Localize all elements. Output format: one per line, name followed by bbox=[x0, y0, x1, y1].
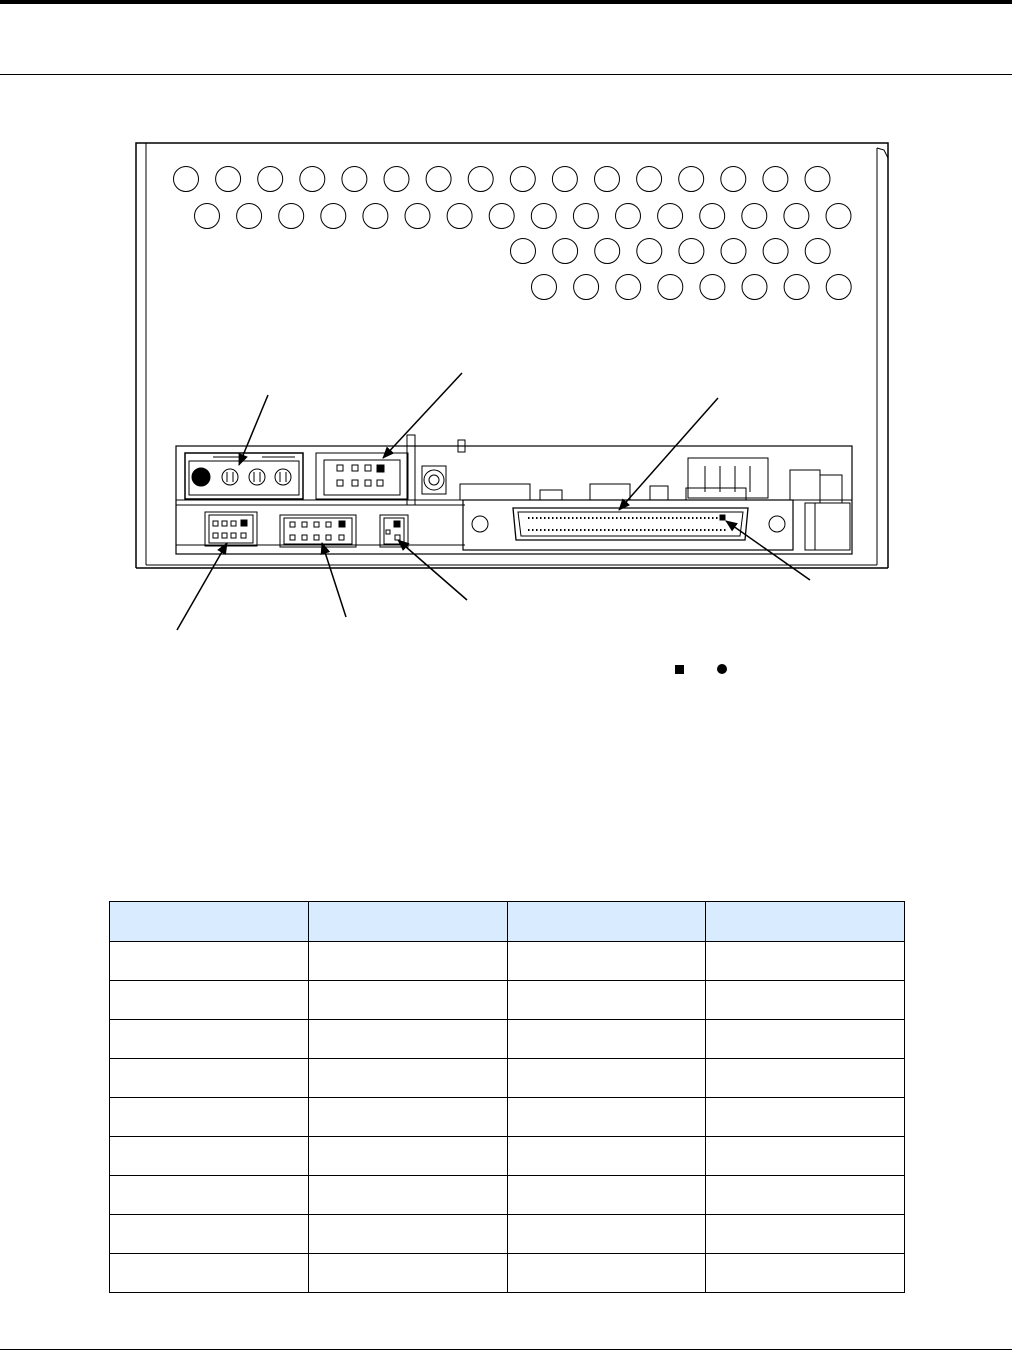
table-cell bbox=[308, 1215, 507, 1254]
column-header bbox=[507, 902, 706, 942]
table-cell bbox=[507, 1020, 706, 1059]
table-cell bbox=[308, 1020, 507, 1059]
table-cell bbox=[706, 981, 905, 1020]
table-row bbox=[110, 1098, 905, 1137]
table-cell bbox=[110, 1098, 309, 1137]
table-cell bbox=[507, 1254, 706, 1293]
table-cell bbox=[507, 1059, 706, 1098]
column-header bbox=[110, 902, 309, 942]
table-row bbox=[110, 1020, 905, 1059]
square-marker-icon bbox=[675, 665, 684, 674]
table-cell bbox=[706, 1254, 905, 1293]
table-cell bbox=[110, 981, 309, 1020]
column-header bbox=[308, 902, 507, 942]
table-cell bbox=[706, 1020, 905, 1059]
table-cell bbox=[110, 1137, 309, 1176]
circle-marker-icon bbox=[717, 664, 727, 674]
table-row bbox=[110, 1059, 905, 1098]
table-cell bbox=[308, 942, 507, 981]
table-row bbox=[110, 1215, 905, 1254]
table-cell bbox=[507, 1098, 706, 1137]
table-cell bbox=[507, 1176, 706, 1215]
table-cell bbox=[308, 1059, 507, 1098]
table-row bbox=[110, 1137, 905, 1176]
table-cell bbox=[706, 1176, 905, 1215]
table-cell bbox=[308, 1254, 507, 1293]
footer-rule bbox=[0, 1349, 1012, 1350]
table-cell bbox=[507, 1215, 706, 1254]
table-cell bbox=[706, 1215, 905, 1254]
table-cell bbox=[110, 1020, 309, 1059]
table-header-row bbox=[110, 902, 905, 942]
table-cell bbox=[110, 1254, 309, 1293]
table-cell bbox=[110, 1176, 309, 1215]
table-row bbox=[110, 942, 905, 981]
specification-table bbox=[109, 901, 905, 1293]
table-cell bbox=[308, 1098, 507, 1137]
table-cell bbox=[706, 942, 905, 981]
column-header bbox=[706, 902, 905, 942]
table-cell bbox=[507, 981, 706, 1020]
table-cell bbox=[507, 1137, 706, 1176]
table-cell bbox=[706, 1137, 905, 1176]
table-cell bbox=[110, 1059, 309, 1098]
table-cell bbox=[706, 1098, 905, 1137]
table-row bbox=[110, 1176, 905, 1215]
table-cell bbox=[507, 942, 706, 981]
table-cell bbox=[706, 1059, 905, 1098]
table-cell bbox=[308, 1137, 507, 1176]
table-cell bbox=[110, 942, 309, 981]
table-cell bbox=[308, 981, 507, 1020]
table-cell bbox=[308, 1176, 507, 1215]
table-row bbox=[110, 981, 905, 1020]
table-cell bbox=[110, 1215, 309, 1254]
table-row bbox=[110, 1254, 905, 1293]
